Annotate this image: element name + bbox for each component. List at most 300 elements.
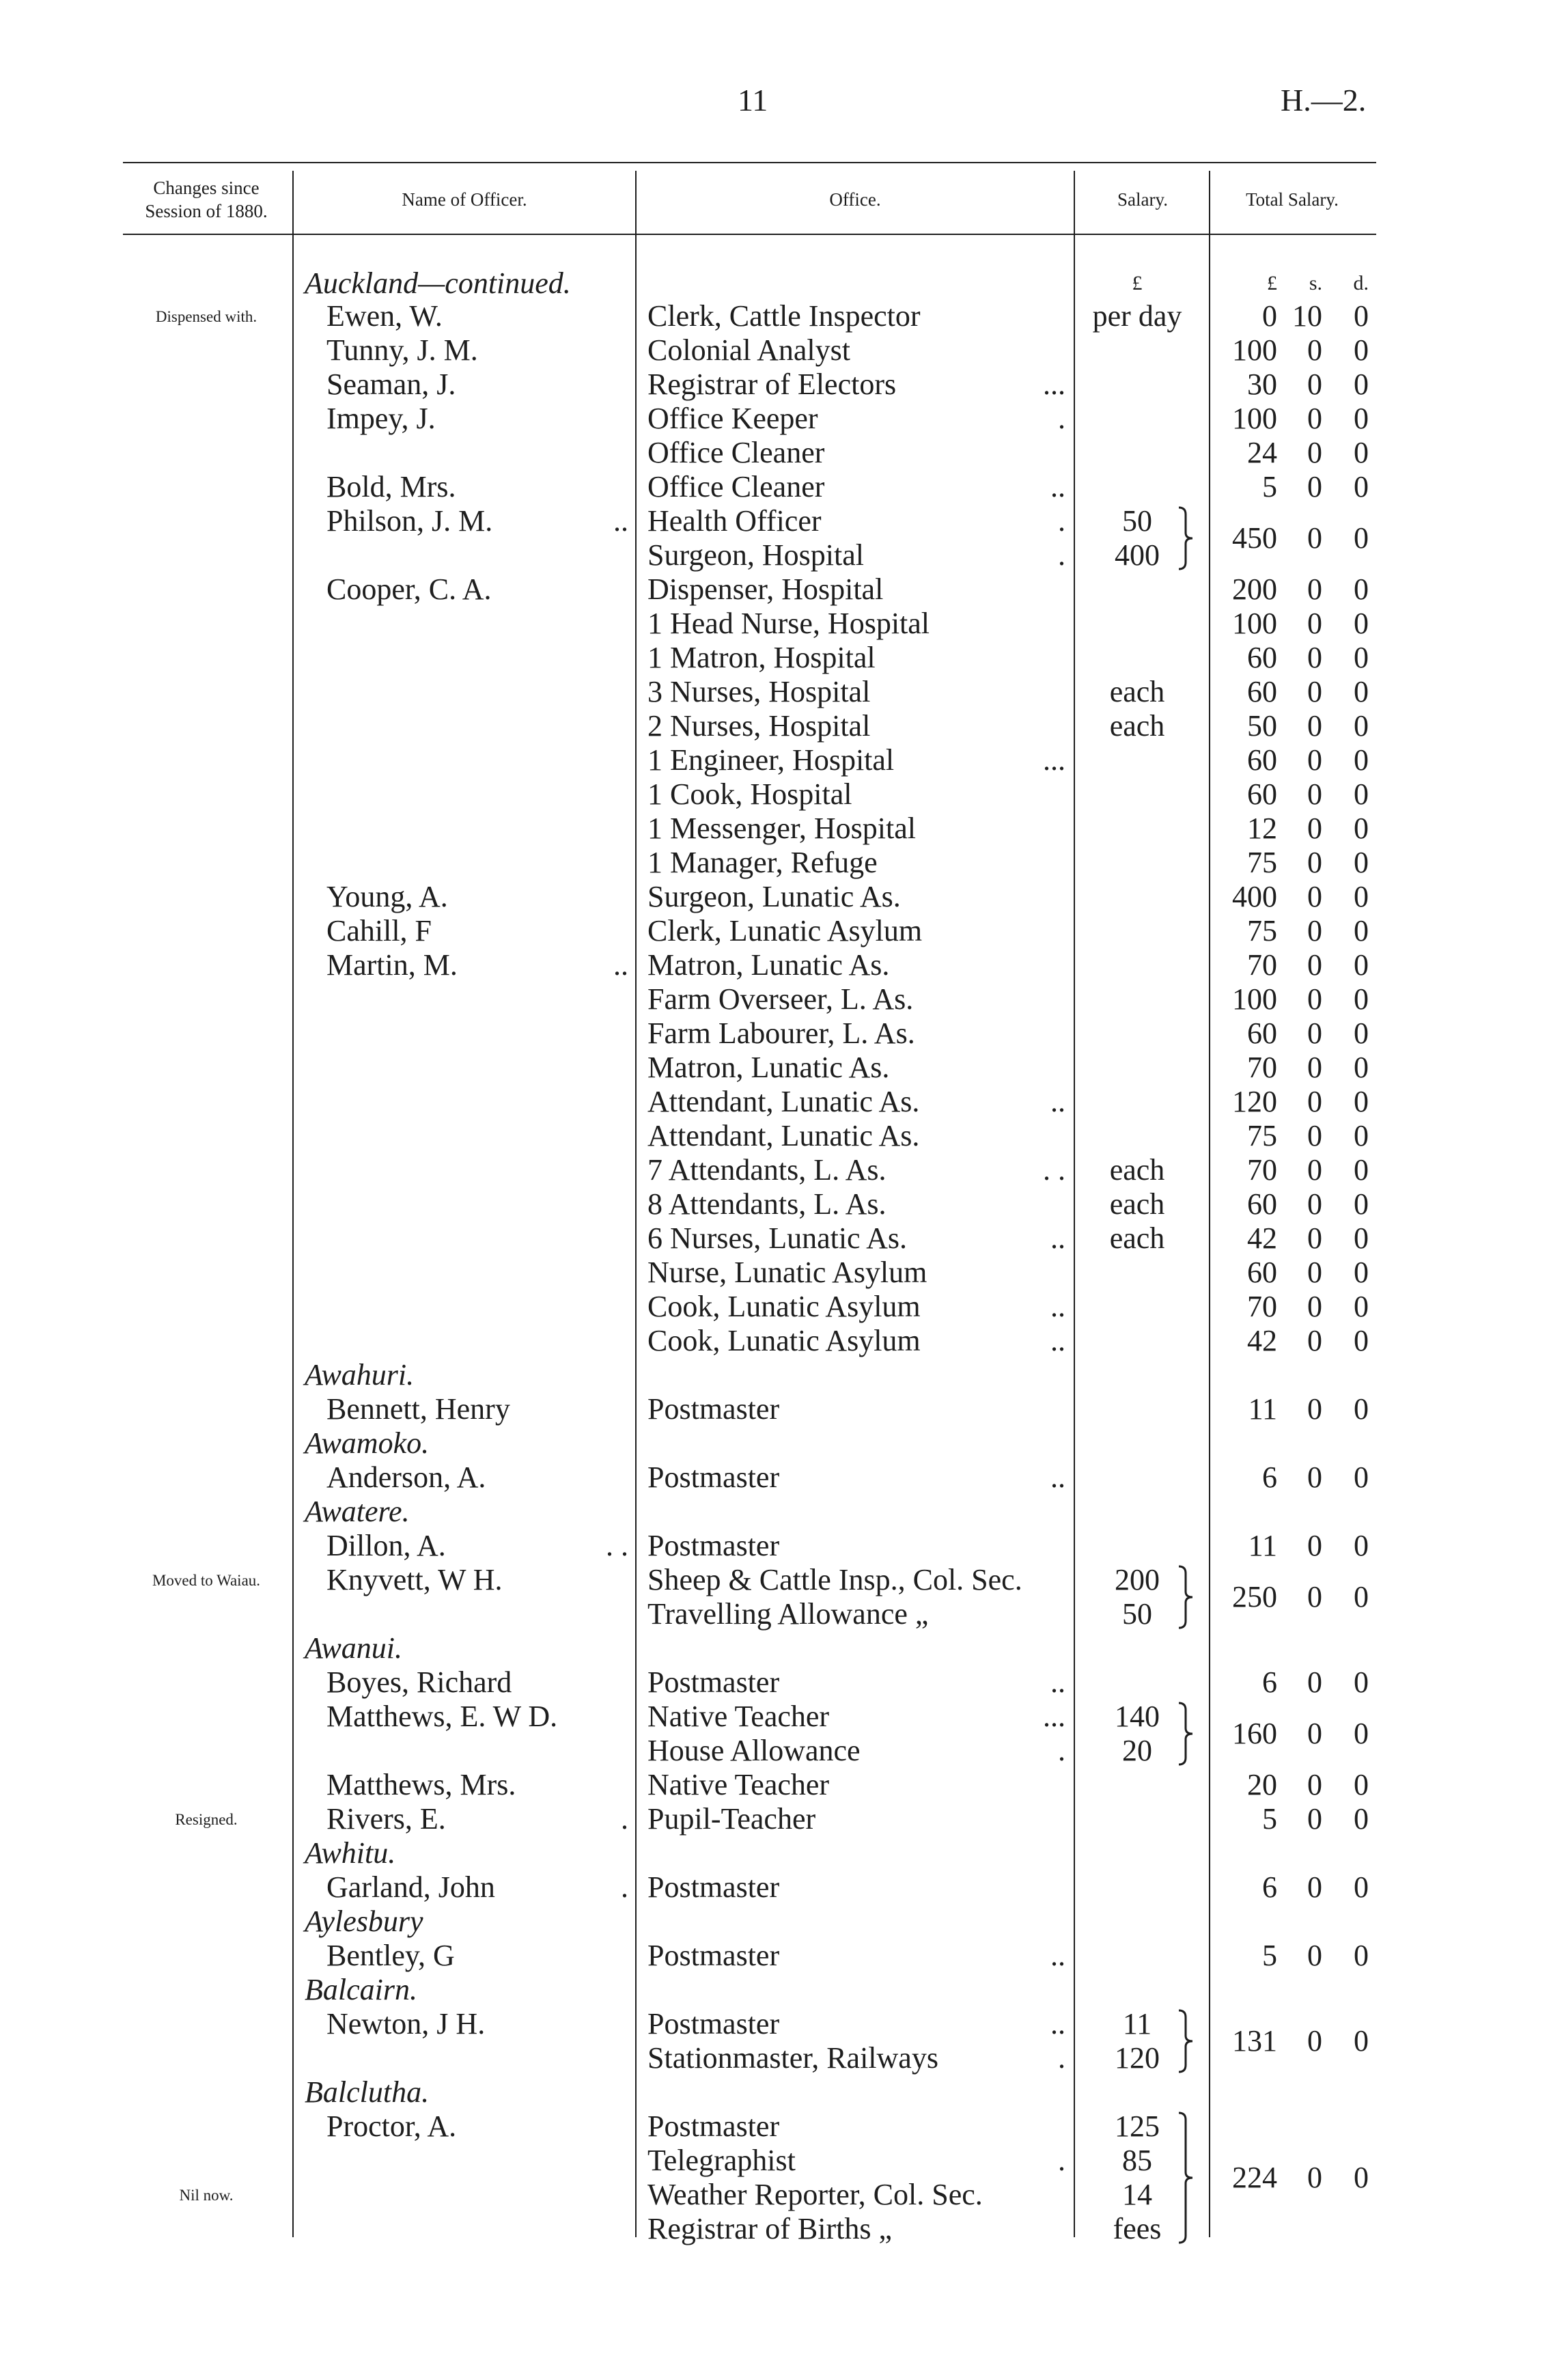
table-row xyxy=(0,880,1549,914)
office-title: Postmaster xyxy=(647,2109,780,2143)
table-row xyxy=(0,572,1549,607)
total-shillings: 0 xyxy=(1307,914,1322,947)
office-leader: . xyxy=(1058,1734,1065,1767)
total-pence: 0 xyxy=(1354,982,1369,1016)
office-title: Health Officer xyxy=(647,504,822,538)
total-shillings: 0 xyxy=(1307,846,1322,879)
total-pounds: 400 xyxy=(1232,880,1277,913)
total-shillings: 0 xyxy=(1307,1870,1322,1904)
office-title: Registrar of Births „ xyxy=(647,2212,893,2245)
total-unit-pounds: £ xyxy=(1267,272,1277,294)
total-pence: 0 xyxy=(1354,1580,1369,1614)
table-row xyxy=(0,368,1549,402)
grouped-total-row xyxy=(0,1580,1549,1614)
total-pounds: 30 xyxy=(1247,368,1277,401)
total-pence: 0 xyxy=(1354,1016,1369,1050)
table-row xyxy=(0,1085,1549,1119)
salary-value: per day xyxy=(1092,299,1182,333)
officer-name: Newton, J H. xyxy=(326,2007,486,2040)
total-pounds: 60 xyxy=(1247,777,1277,811)
document-reference: H.—2. xyxy=(1281,83,1367,117)
total-shillings: 0 xyxy=(1307,641,1322,674)
total-shillings: 0 xyxy=(1307,1717,1322,1750)
officer-name: Cooper, C. A. xyxy=(326,572,492,606)
officer-name: Matthews, E. W D. xyxy=(326,1700,558,1733)
officer-name: Martin, M. xyxy=(326,948,458,982)
total-pence: 0 xyxy=(1354,1461,1369,1494)
total-pence: 0 xyxy=(1354,1051,1369,1084)
total-pounds: 0 xyxy=(1262,299,1277,333)
total-pence: 0 xyxy=(1354,1187,1369,1221)
grouped-total-row xyxy=(0,2024,1549,2058)
total-pounds: 50 xyxy=(1247,709,1277,743)
table-row xyxy=(0,1187,1549,1221)
officer-name: Impey, J. xyxy=(326,402,436,435)
brace-icon xyxy=(1176,2009,1197,2073)
table-row xyxy=(0,1358,1549,1392)
table-row xyxy=(0,2109,1549,2144)
table-row xyxy=(0,1768,1549,1802)
total-shillings: 0 xyxy=(1307,743,1322,777)
header-bottom-rule xyxy=(123,234,1376,235)
total-pence: 0 xyxy=(1354,1085,1369,1118)
total-pence: 0 xyxy=(1354,1665,1369,1699)
office-leader: . xyxy=(1058,2041,1065,2075)
office-leader: ... xyxy=(1043,743,1065,777)
total-pence: 0 xyxy=(1354,675,1369,708)
place-heading: Awatere. xyxy=(305,1495,410,1528)
table-row xyxy=(0,982,1549,1016)
total-pounds: 75 xyxy=(1247,1119,1277,1152)
grouped-total-row xyxy=(0,2161,1549,2195)
total-shillings: 0 xyxy=(1307,1153,1322,1187)
total-pounds: 120 xyxy=(1232,1085,1277,1118)
total-pence: 0 xyxy=(1354,1529,1369,1562)
office-title: 3 Nurses, Hospital xyxy=(647,675,871,708)
table-row xyxy=(0,812,1549,846)
total-shillings: 0 xyxy=(1307,1290,1322,1323)
office-title: House Allowance xyxy=(647,1734,861,1767)
officer-name: Dillon, A. xyxy=(326,1529,446,1562)
change-note: Nil now. xyxy=(179,2187,234,2204)
table-row xyxy=(0,1119,1549,1153)
office-leader: . xyxy=(1058,538,1065,572)
salary-value: 20 xyxy=(1122,1734,1152,1767)
table-row xyxy=(0,1939,1549,1973)
officer-name: Ewen, W. xyxy=(326,299,443,333)
total-shillings: 0 xyxy=(1307,333,1322,367)
office-leader: .. xyxy=(1050,1665,1065,1699)
office-leader: ... xyxy=(1043,1700,1065,1733)
office-title: Postmaster xyxy=(647,1870,780,1904)
total-pence: 0 xyxy=(1354,1870,1369,1904)
table-row xyxy=(0,436,1549,470)
salary-value: each xyxy=(1109,709,1165,743)
salary-value: each xyxy=(1109,1221,1165,1255)
total-shillings: 0 xyxy=(1307,812,1322,845)
office-title: 1 Cook, Hospital xyxy=(647,777,852,811)
total-pence: 0 xyxy=(1354,1768,1369,1801)
total-pounds: 42 xyxy=(1247,1324,1277,1357)
total-shillings: 0 xyxy=(1307,521,1322,555)
office-title: Farm Overseer, L. As. xyxy=(647,982,914,1016)
office-title: Cook, Lunatic Asylum xyxy=(647,1324,921,1357)
page-number: 11 xyxy=(738,83,768,117)
total-pounds: 42 xyxy=(1247,1221,1277,1255)
table-row xyxy=(0,607,1549,641)
office-leader: . xyxy=(1058,504,1065,538)
salary-value: 400 xyxy=(1115,538,1160,572)
office-leader: . . xyxy=(1043,1153,1065,1187)
office-title: Pupil-Teacher xyxy=(647,1802,816,1836)
total-pounds: 20 xyxy=(1247,1768,1277,1801)
total-pounds: 450 xyxy=(1232,521,1277,555)
table-row xyxy=(0,914,1549,948)
office-title: Registrar of Electors xyxy=(647,368,897,401)
grouped-total-row xyxy=(0,521,1549,555)
total-shillings: 0 xyxy=(1307,607,1322,640)
officer-name: Bentley, G xyxy=(326,1939,455,1972)
total-pounds: 75 xyxy=(1247,914,1277,947)
office-title: Native Teacher xyxy=(647,1700,830,1733)
total-shillings: 0 xyxy=(1307,1461,1322,1494)
office-title: 1 Manager, Refuge xyxy=(647,846,878,879)
officer-name: Bold, Mrs. xyxy=(326,470,456,503)
total-pounds: 6 xyxy=(1262,1870,1277,1904)
column-header-salary: Salary. xyxy=(1117,189,1168,210)
salary-value: each xyxy=(1109,1187,1165,1221)
salary-value: each xyxy=(1109,675,1165,708)
change-note: Resigned. xyxy=(175,1811,238,1828)
table-row xyxy=(0,2075,1549,2109)
total-pence: 0 xyxy=(1354,709,1369,743)
name-leader: . xyxy=(621,1802,628,1836)
total-pence: 0 xyxy=(1354,607,1369,640)
total-pounds: 60 xyxy=(1247,743,1277,777)
salary-value: fees xyxy=(1113,2212,1162,2245)
office-title: Attendant, Lunatic As. xyxy=(647,1085,920,1118)
brace-icon xyxy=(1176,506,1197,570)
section-heading-auckland: Auckland—continued. xyxy=(305,266,571,300)
change-note: Dispensed with. xyxy=(155,308,257,325)
table-row xyxy=(0,1631,1549,1665)
total-pence: 0 xyxy=(1354,2161,1369,2194)
office-leader: .. xyxy=(1050,1290,1065,1323)
total-pounds: 11 xyxy=(1248,1392,1277,1426)
total-pence: 0 xyxy=(1354,2024,1369,2058)
table-row xyxy=(0,1495,1549,1529)
total-pence: 0 xyxy=(1354,299,1369,333)
total-shillings: 0 xyxy=(1307,1016,1322,1050)
office-title: Postmaster xyxy=(647,2007,780,2040)
office-title: 8 Attendants, L. As. xyxy=(647,1187,887,1221)
officer-name: Philson, J. M. xyxy=(326,504,493,538)
total-pounds: 24 xyxy=(1247,436,1277,469)
officer-name: Boyes, Richard xyxy=(326,1665,512,1699)
total-pounds: 70 xyxy=(1247,948,1277,982)
office-title: Farm Labourer, L. As. xyxy=(647,1016,915,1050)
officer-name: Garland, John xyxy=(326,1870,495,1904)
total-pence: 0 xyxy=(1354,880,1369,913)
total-shillings: 0 xyxy=(1307,1221,1322,1255)
officer-name: Cahill, F xyxy=(326,914,432,947)
total-shillings: 0 xyxy=(1307,1802,1322,1836)
table-row xyxy=(0,1256,1549,1290)
office-leader: .. xyxy=(1050,1221,1065,1255)
total-pence: 0 xyxy=(1354,846,1369,879)
total-pence: 0 xyxy=(1354,1324,1369,1357)
total-shillings: 0 xyxy=(1307,402,1322,435)
table-row xyxy=(0,1392,1549,1426)
place-heading: Awhitu. xyxy=(305,1836,396,1870)
total-pounds: 12 xyxy=(1247,812,1277,845)
table-row xyxy=(0,1221,1549,1256)
office-title: Native Teacher xyxy=(647,1768,830,1801)
total-pence: 0 xyxy=(1354,1802,1369,1836)
office-title: Travelling Allowance „ xyxy=(647,1597,929,1631)
total-pence: 0 xyxy=(1354,1119,1369,1152)
office-title: Office Cleaner xyxy=(647,436,825,469)
total-shillings: 10 xyxy=(1292,299,1322,333)
total-pence: 0 xyxy=(1354,743,1369,777)
total-pounds: 70 xyxy=(1247,1051,1277,1084)
total-unit-shillings: s. xyxy=(1309,272,1322,294)
place-heading: Aylesbury xyxy=(305,1905,423,1938)
change-note: Moved to Waiau. xyxy=(152,1572,261,1589)
total-pounds: 250 xyxy=(1232,1580,1277,1614)
office-leader: .. xyxy=(1050,2007,1065,2040)
total-pence: 0 xyxy=(1354,948,1369,982)
office-title: Surgeon, Hospital xyxy=(647,538,864,572)
total-pence: 0 xyxy=(1354,1153,1369,1187)
table-row xyxy=(0,1290,1549,1324)
table-row xyxy=(0,1153,1549,1187)
table-row xyxy=(0,1905,1549,1939)
total-pounds: 70 xyxy=(1247,1290,1277,1323)
name-leader: . xyxy=(621,1870,628,1904)
total-pounds: 100 xyxy=(1232,333,1277,367)
table-row xyxy=(0,1324,1549,1358)
officer-name: Young, A. xyxy=(326,880,448,913)
salary-value: 125 xyxy=(1115,2109,1160,2143)
total-pence: 0 xyxy=(1354,1939,1369,1972)
place-heading: Awanui. xyxy=(305,1631,403,1665)
total-shillings: 0 xyxy=(1307,709,1322,743)
total-pounds: 60 xyxy=(1247,641,1277,674)
officer-name: Tunny, J. M. xyxy=(326,333,478,367)
officer-name: Rivers, E. xyxy=(326,1802,446,1836)
table-row xyxy=(0,1426,1549,1461)
office-leader: .. xyxy=(1050,1324,1065,1357)
units-row xyxy=(0,266,1549,301)
total-shillings: 0 xyxy=(1307,470,1322,503)
table-row xyxy=(0,299,1549,333)
total-pounds: 160 xyxy=(1232,1717,1277,1750)
salary-value: 200 xyxy=(1115,1563,1160,1596)
office-title: Cook, Lunatic Asylum xyxy=(647,1290,921,1323)
salary-value: 85 xyxy=(1122,2144,1152,2177)
office-title: Office Cleaner xyxy=(647,470,825,503)
brace-icon xyxy=(1176,1565,1197,1629)
total-shillings: 0 xyxy=(1307,1085,1322,1118)
table-row xyxy=(0,333,1549,368)
total-shillings: 0 xyxy=(1307,1256,1322,1289)
total-pounds: 60 xyxy=(1247,1016,1277,1050)
table-row xyxy=(0,1461,1549,1495)
table-row xyxy=(0,402,1549,436)
total-pounds: 11 xyxy=(1248,1529,1277,1562)
table-row xyxy=(0,709,1549,743)
office-leader: . xyxy=(1058,2144,1065,2177)
officer-name: Seaman, J. xyxy=(326,368,456,401)
office-leader: .. xyxy=(1050,1461,1065,1494)
total-pence: 0 xyxy=(1354,333,1369,367)
total-shillings: 0 xyxy=(1307,1580,1322,1614)
office-title: 1 Messenger, Hospital xyxy=(647,812,916,845)
column-header-changes: Changes since Session of 1880. xyxy=(145,178,268,221)
table-row xyxy=(0,675,1549,709)
office-title: Weather Reporter, Col. Sec. xyxy=(647,2178,983,2211)
total-pence: 0 xyxy=(1354,521,1369,555)
officer-name: Anderson, A. xyxy=(326,1461,486,1494)
total-pounds: 75 xyxy=(1247,846,1277,879)
total-shillings: 0 xyxy=(1307,948,1322,982)
total-shillings: 0 xyxy=(1307,675,1322,708)
total-pence: 0 xyxy=(1354,402,1369,435)
total-pounds: 224 xyxy=(1232,2161,1277,2194)
salary-value: 120 xyxy=(1115,2041,1160,2075)
header-top-rule xyxy=(123,162,1376,163)
office-title: Sheep & Cattle Insp., Col. Sec. xyxy=(647,1563,1022,1596)
table-row xyxy=(0,777,1549,812)
office-title: 1 Matron, Hospital xyxy=(647,641,876,674)
office-leader: .. xyxy=(1050,1939,1065,1972)
total-shillings: 0 xyxy=(1307,1768,1322,1801)
office-title: Postmaster xyxy=(647,1665,780,1699)
place-heading: Balclutha. xyxy=(305,2075,430,2109)
total-pounds: 6 xyxy=(1262,1461,1277,1494)
table-row xyxy=(0,1802,1549,1836)
total-shillings: 0 xyxy=(1307,1665,1322,1699)
office-leader: ... xyxy=(1043,368,1065,401)
office-title: Nurse, Lunatic Asylum xyxy=(647,1256,927,1289)
table-row xyxy=(0,1870,1549,1905)
total-pounds: 100 xyxy=(1232,982,1277,1016)
total-pence: 0 xyxy=(1354,1221,1369,1255)
place-heading: Balcairn. xyxy=(305,1973,417,2006)
total-unit-pence: d. xyxy=(1353,272,1369,294)
total-pence: 0 xyxy=(1354,572,1369,606)
office-leader: .. xyxy=(1050,470,1065,503)
table-row xyxy=(0,1051,1549,1085)
total-shillings: 0 xyxy=(1307,368,1322,401)
office-title: Clerk, Lunatic Asylum xyxy=(647,914,923,947)
office-title: Matron, Lunatic As. xyxy=(647,948,890,982)
total-pounds: 200 xyxy=(1232,572,1277,606)
total-pence: 0 xyxy=(1354,436,1369,469)
total-shillings: 0 xyxy=(1307,2024,1322,2058)
total-shillings: 0 xyxy=(1307,1529,1322,1562)
office-leader: .. xyxy=(1050,1085,1065,1118)
total-shillings: 0 xyxy=(1307,982,1322,1016)
salary-value: 140 xyxy=(1115,1700,1160,1733)
table-row xyxy=(0,948,1549,982)
total-pounds: 100 xyxy=(1232,607,1277,640)
brace-icon xyxy=(1176,2112,1197,2244)
officer-name: Bennett, Henry xyxy=(326,1392,510,1426)
total-pence: 0 xyxy=(1354,914,1369,947)
total-pounds: 5 xyxy=(1262,470,1277,503)
table-row xyxy=(0,1665,1549,1700)
office-leader: . xyxy=(1058,402,1065,435)
column-header-total: Total Salary. xyxy=(1246,189,1339,210)
total-shillings: 0 xyxy=(1307,1051,1322,1084)
total-pence: 0 xyxy=(1354,368,1369,401)
office-title: Surgeon, Lunatic As. xyxy=(647,880,901,913)
name-leader: . . xyxy=(606,1529,628,1562)
office-title: 7 Attendants, L. As. xyxy=(647,1153,887,1187)
total-shillings: 0 xyxy=(1307,1119,1322,1152)
brace-icon xyxy=(1176,1702,1197,1766)
column-header-office: Office. xyxy=(829,189,881,210)
place-heading: Awamoko. xyxy=(305,1426,430,1460)
table-row xyxy=(0,846,1549,880)
officer-name: Proctor, A. xyxy=(326,2109,457,2143)
table-row xyxy=(0,1836,1549,1870)
column-header-name: Name of Officer. xyxy=(402,189,527,210)
total-shillings: 0 xyxy=(1307,1187,1322,1221)
table-row xyxy=(0,470,1549,504)
total-pence: 0 xyxy=(1354,1717,1369,1750)
total-pence: 0 xyxy=(1354,470,1369,503)
total-shillings: 0 xyxy=(1307,1392,1322,1426)
salary-value: 11 xyxy=(1122,2007,1152,2040)
office-title: Telegraphist xyxy=(647,2144,796,2177)
salary-value: 50 xyxy=(1122,1597,1152,1631)
office-title: 1 Head Nurse, Hospital xyxy=(647,607,930,640)
total-pence: 0 xyxy=(1354,1290,1369,1323)
total-pounds: 70 xyxy=(1247,1153,1277,1187)
office-title: Matron, Lunatic As. xyxy=(647,1051,890,1084)
total-shillings: 0 xyxy=(1307,880,1322,913)
office-title: Postmaster xyxy=(647,1939,780,1972)
office-title: Office Keeper xyxy=(647,402,818,435)
total-pence: 0 xyxy=(1354,812,1369,845)
office-title: 1 Engineer, Hospital xyxy=(647,743,895,777)
total-pounds: 131 xyxy=(1232,2024,1277,2058)
total-shillings: 0 xyxy=(1307,572,1322,606)
table-row xyxy=(0,1529,1549,1563)
office-title: 6 Nurses, Lunatic As. xyxy=(647,1221,908,1255)
office-title: Postmaster xyxy=(647,1392,780,1426)
salary-unit: £ xyxy=(1132,272,1143,294)
table-row xyxy=(0,1973,1549,2007)
total-pounds: 6 xyxy=(1262,1665,1277,1699)
grouped-total-row xyxy=(0,1717,1549,1751)
total-pounds: 100 xyxy=(1232,402,1277,435)
name-leader: .. xyxy=(613,948,628,982)
office-title: 2 Nurses, Hospital xyxy=(647,709,871,743)
total-shillings: 0 xyxy=(1307,1324,1322,1357)
total-pounds: 60 xyxy=(1247,1187,1277,1221)
office-title: Colonial Analyst xyxy=(647,333,850,367)
salary-value: 50 xyxy=(1122,504,1152,538)
total-pence: 0 xyxy=(1354,1256,1369,1289)
place-heading: Awahuri. xyxy=(305,1358,415,1392)
salary-value: each xyxy=(1109,1153,1165,1187)
officer-name: Matthews, Mrs. xyxy=(326,1768,516,1801)
table-row xyxy=(0,2212,1549,2246)
